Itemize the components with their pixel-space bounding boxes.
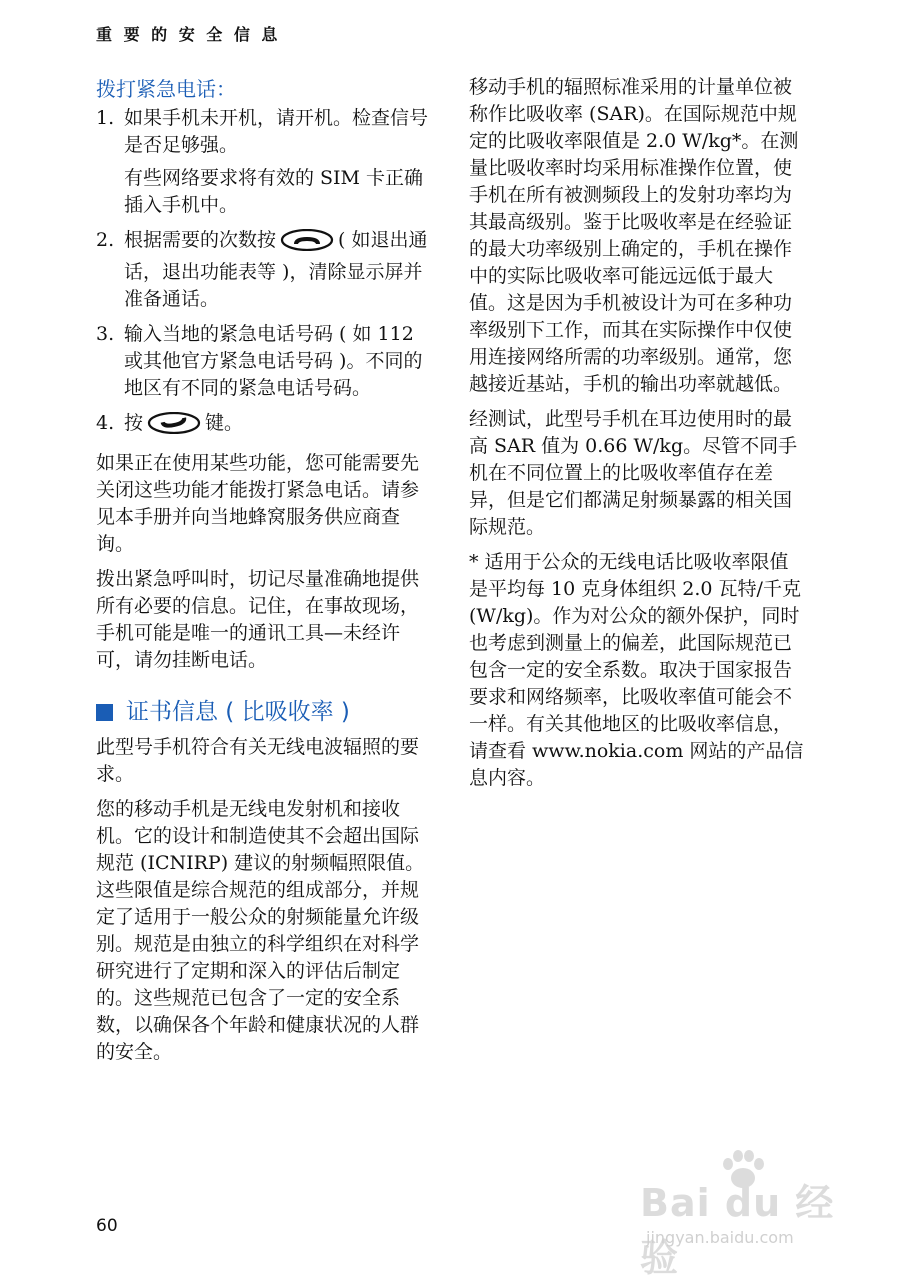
step-text: ( 如退出通话，退出功能表等 )，清除显示屏并准备通话。 <box>124 229 428 310</box>
list-item <box>96 410 434 442</box>
running-header: 重 要 的 安 全 信 息 <box>96 25 281 44</box>
emergency-heading: 拨打紧急电话： <box>96 77 236 101</box>
sar-paragraph-2: 经测试，此型号手机在耳边使用时的最高 SAR 值为 0.66 W/kg。尽管不同手机在不同位置上的比吸收率值存在差异，但是它们都满足射频暴露的相关国际规范。 <box>469 408 798 538</box>
left-column <box>96 74 434 1074</box>
list-item <box>96 321 434 402</box>
step-number: 2. <box>96 229 115 251</box>
step-text: 根据需要的次数按 <box>124 229 277 251</box>
call-key-icon <box>147 412 201 442</box>
step-text: 按 <box>124 412 144 434</box>
step-number: 4. <box>96 412 115 434</box>
sar-footnote: * 适用于公众的无线电话比吸收率限值是平均每 10 克身体组织 2.0 瓦特/千克 (W/kg)。作为对公众的额外保护，同时也考虑到测量上的偏差，此国际规范已包含一定的安全系数。取决于国家报告要求和网络频率，比吸收率值可能会不一样。有关其他地区的比吸收率信息，请查看 www.nokia.com 网站的产品信息内容。 <box>469 551 804 789</box>
step-number: 3. <box>96 323 115 345</box>
step-text: 如果手机未开机，请开机。检查信号是否足够强。 <box>124 107 429 156</box>
step-text: 输入当地的紧急电话号码 ( 如 112 或其他官方紧急电话号码 )。不同的地区有不同的紧急电话号码。 <box>124 323 423 399</box>
step-text: 键。 <box>205 412 244 434</box>
cert-title-text: 证书信息 ( 比吸收率 ) <box>126 699 350 725</box>
baidu-watermark <box>640 1150 860 1280</box>
cert-paragraph-2: 您的移动手机是无线电发射机和接收机。它的设计和制造使其不会超出国际规范 (ICNIRP) 建议的射频幅照限值。这些限值是综合规范的组成部分，并规定了适用于一般公众的射频能量允许级别。规范是由独立的科学组织在对科学研究进行了定期和深入的评估后制定的。这些规范已包含了一定的安全系数，以确保各个年龄和健康状况的人群的安全。 <box>96 798 425 1063</box>
page-number: 60 <box>96 1216 118 1236</box>
step-number: 1. <box>96 107 115 129</box>
step-note: 有些网络要求将有效的 SIM 卡正确插入手机中。 <box>124 167 424 216</box>
emergency-paragraph-2: 拨出紧急呼叫时，切记尽量准确地提供所有必要的信息。记住，在事故现场，手机可能是唯一的通讯工具—未经许可，请勿挂断电话。 <box>96 568 420 671</box>
list-item <box>96 105 434 219</box>
cert-paragraph-1: 此型号手机符合有关无线电波辐照的要求。 <box>96 736 420 785</box>
watermark-url: jingyan.baidu.com <box>646 1228 794 1247</box>
list-item <box>96 227 434 313</box>
square-bullet-icon <box>96 704 113 721</box>
cert-section-title <box>96 696 434 728</box>
end-call-key-icon <box>280 229 334 259</box>
watermark-brand: Bai du 经验 <box>640 1181 835 1280</box>
right-column <box>469 74 807 800</box>
emergency-paragraph-1: 如果正在使用某些功能，您可能需要先关闭这些功能才能拨打紧急电话。请参见本手册并向当地蜂窝服务供应商查询。 <box>96 452 420 555</box>
emergency-steps <box>96 105 434 442</box>
sar-paragraph-1: 移动手机的辐照标准采用的计量单位被称作比吸收率 (SAR)。在国际规范中规定的比吸收率限值是 2.0 W/kg*。在测量比吸收率时均采用标准操作位置，使手机在所有被测频段上的发射功率均为其最高级别。鉴于比吸收率是在经验证的最大功率级别上确定的，手机在操作中的实际比吸收率可能远远低于最大值。这是因为手机被设计为可在多种功率级别下工作，而其在实际操作中仅使用连接网络所需的功率级别。通常，您越接近基站，手机的输出功率就越低。 <box>469 76 799 395</box>
